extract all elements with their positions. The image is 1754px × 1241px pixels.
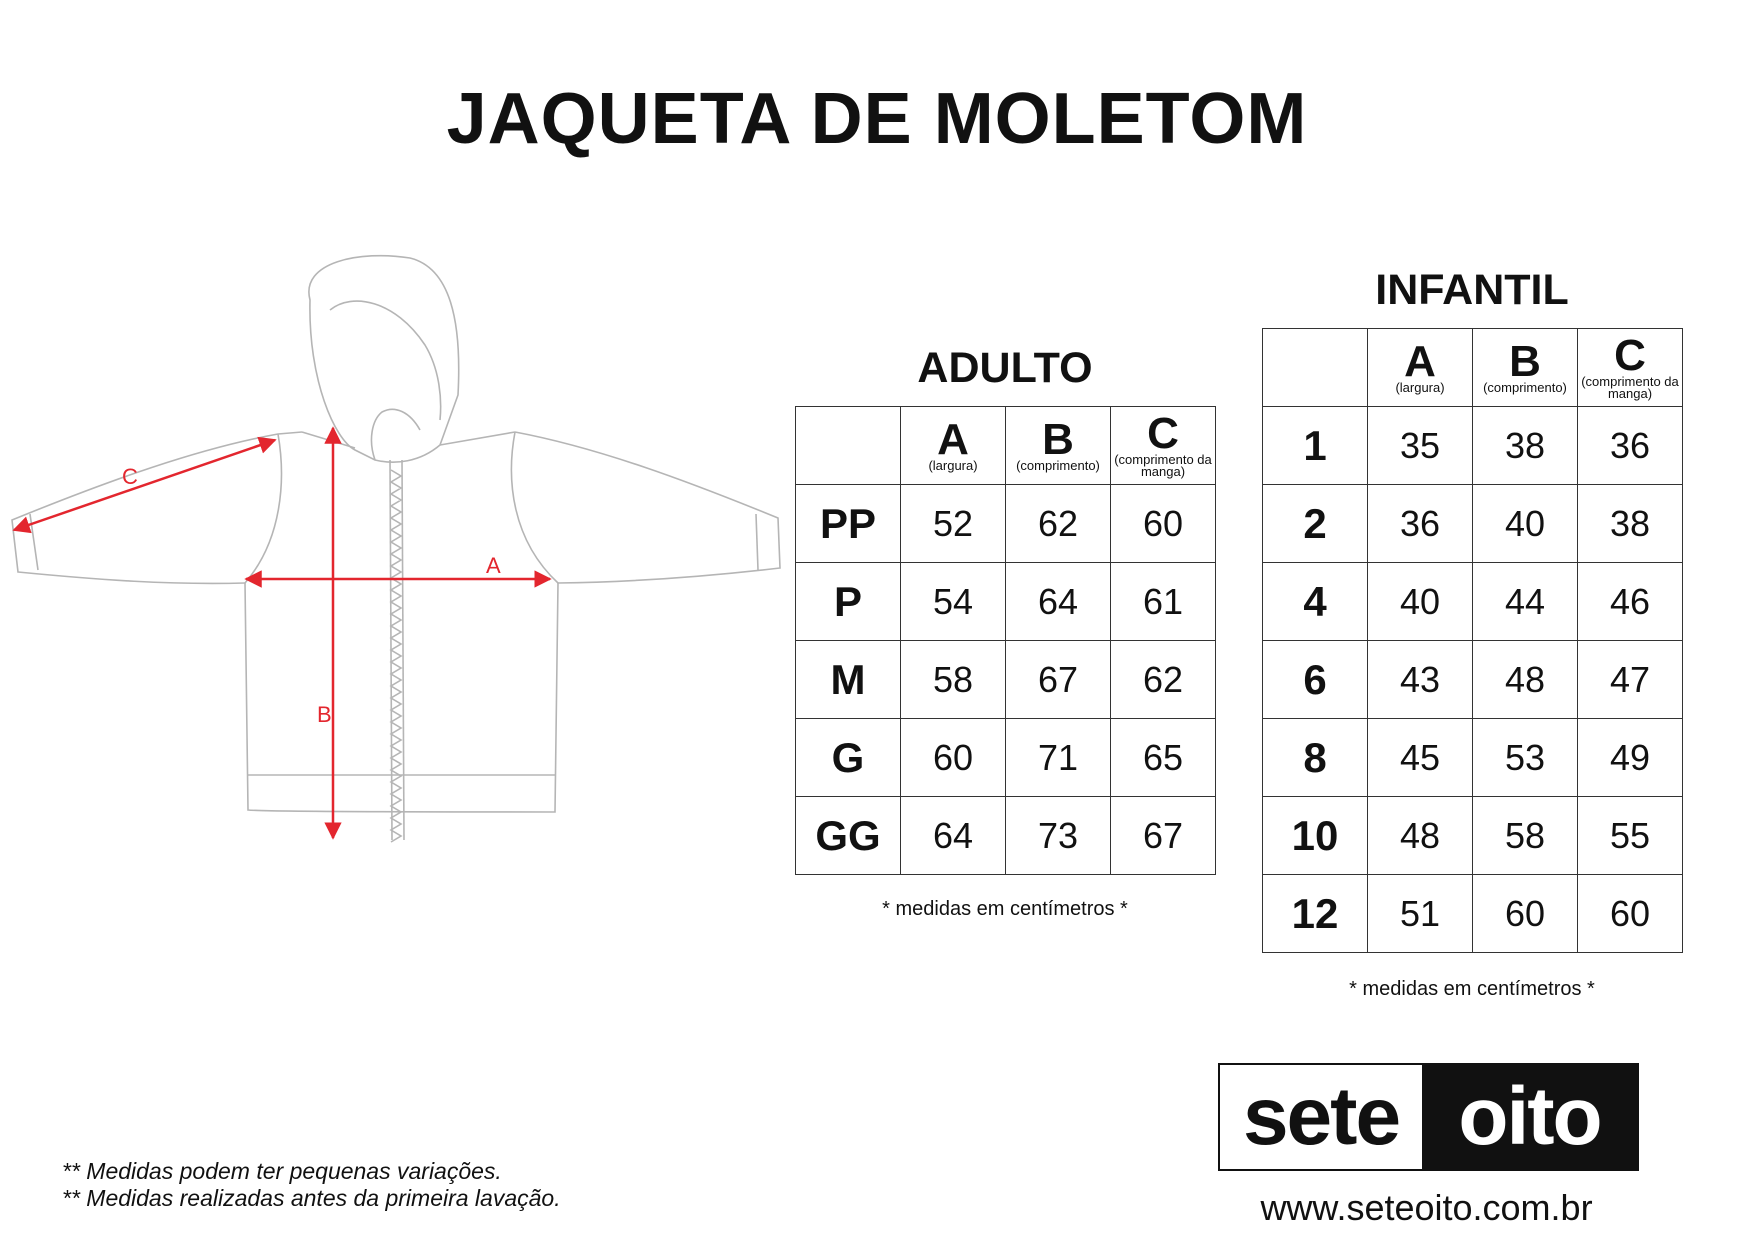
table-row: [1263, 875, 1683, 953]
value-cell: 55: [1578, 797, 1683, 875]
value-cell: 53: [1473, 719, 1578, 797]
value-cell: 44: [1473, 563, 1578, 641]
value-cell: 64: [1006, 563, 1111, 641]
size-label: 8: [1263, 719, 1368, 797]
table-row: [1263, 407, 1683, 485]
table-row: [1263, 719, 1683, 797]
logo-text-left: sete: [1242, 1071, 1400, 1162]
measure-a-label: A: [486, 553, 501, 578]
size-label: PP: [796, 485, 901, 563]
value-cell: 64: [901, 797, 1006, 875]
table-header-row: [1263, 329, 1683, 407]
adulto-table: [795, 406, 1216, 875]
logo-text-right: oito: [1422, 1065, 1637, 1169]
value-cell: 38: [1578, 485, 1683, 563]
footnote-line: ** Medidas podem ter pequenas variações.: [62, 1158, 502, 1184]
value-cell: 60: [901, 719, 1006, 797]
value-cell: 58: [901, 641, 1006, 719]
value-cell: 40: [1473, 485, 1578, 563]
size-label: M: [796, 641, 901, 719]
header-col-c: C (comprimento da manga): [1111, 407, 1216, 485]
infantil-table: [1262, 328, 1683, 953]
value-cell: 73: [1006, 797, 1111, 875]
infantil-title: INFANTIL: [1375, 266, 1569, 314]
brand-logo: [1218, 1063, 1639, 1171]
measure-c-label: C: [122, 464, 138, 489]
size-label: 1: [1263, 407, 1368, 485]
size-label: P: [796, 563, 901, 641]
size-label: 12: [1263, 875, 1368, 953]
value-cell: 60: [1578, 875, 1683, 953]
value-cell: 35: [1368, 407, 1473, 485]
value-cell: 48: [1473, 641, 1578, 719]
value-cell: 54: [901, 563, 1006, 641]
size-label: 10: [1263, 797, 1368, 875]
value-cell: 43: [1368, 641, 1473, 719]
footnote-line: ** Medidas realizadas antes da primeira lavação.: [62, 1185, 561, 1211]
table-row: [1263, 563, 1683, 641]
value-cell: 62: [1111, 641, 1216, 719]
table-row: [796, 719, 1216, 797]
footnotes: [62, 1158, 561, 1212]
value-cell: 45: [1368, 719, 1473, 797]
header-empty-cell: [1263, 329, 1368, 407]
value-cell: 58: [1473, 797, 1578, 875]
value-cell: 67: [1111, 797, 1216, 875]
adulto-title: ADULTO: [917, 344, 1093, 392]
value-cell: 51: [1368, 875, 1473, 953]
value-cell: 60: [1473, 875, 1578, 953]
value-cell: 38: [1473, 407, 1578, 485]
header-col-b: B (comprimento): [1473, 329, 1578, 407]
table-row: [1263, 485, 1683, 563]
value-cell: 47: [1578, 641, 1683, 719]
value-cell: 49: [1578, 719, 1683, 797]
measure-c-arrow: [14, 440, 275, 530]
value-cell: 48: [1368, 797, 1473, 875]
value-cell: 61: [1111, 563, 1216, 641]
header-empty-cell: [796, 407, 901, 485]
size-label: G: [796, 719, 901, 797]
size-label: 4: [1263, 563, 1368, 641]
measure-b-label: B: [317, 702, 332, 727]
brand-url[interactable]: www.seteoito.com.br: [1260, 1187, 1593, 1228]
size-label: GG: [796, 797, 901, 875]
value-cell: 60: [1111, 485, 1216, 563]
table-row: [796, 641, 1216, 719]
value-cell: 52: [901, 485, 1006, 563]
value-cell: 40: [1368, 563, 1473, 641]
table-row: [796, 485, 1216, 563]
header-col-a: A (largura): [1368, 329, 1473, 407]
header-col-c: C (comprimento da manga): [1578, 329, 1683, 407]
page-title: JAQUETA DE MOLETOM: [446, 79, 1308, 159]
value-cell: 65: [1111, 719, 1216, 797]
header-col-a: A (largura): [901, 407, 1006, 485]
value-cell: 36: [1578, 407, 1683, 485]
jacket-outline: [12, 256, 780, 842]
jacket-diagram: [0, 250, 790, 870]
adulto-note: * medidas em centímetros *: [882, 898, 1128, 920]
table-row: [796, 563, 1216, 641]
value-cell: 62: [1006, 485, 1111, 563]
table-row: [796, 797, 1216, 875]
size-label: 2: [1263, 485, 1368, 563]
value-cell: 46: [1578, 563, 1683, 641]
value-cell: 71: [1006, 719, 1111, 797]
infantil-note: * medidas em centímetros *: [1349, 978, 1595, 1000]
size-label: 6: [1263, 641, 1368, 719]
value-cell: 67: [1006, 641, 1111, 719]
header-col-b: B (comprimento): [1006, 407, 1111, 485]
table-row: [1263, 797, 1683, 875]
table-header-row: [796, 407, 1216, 485]
value-cell: 36: [1368, 485, 1473, 563]
table-row: [1263, 641, 1683, 719]
